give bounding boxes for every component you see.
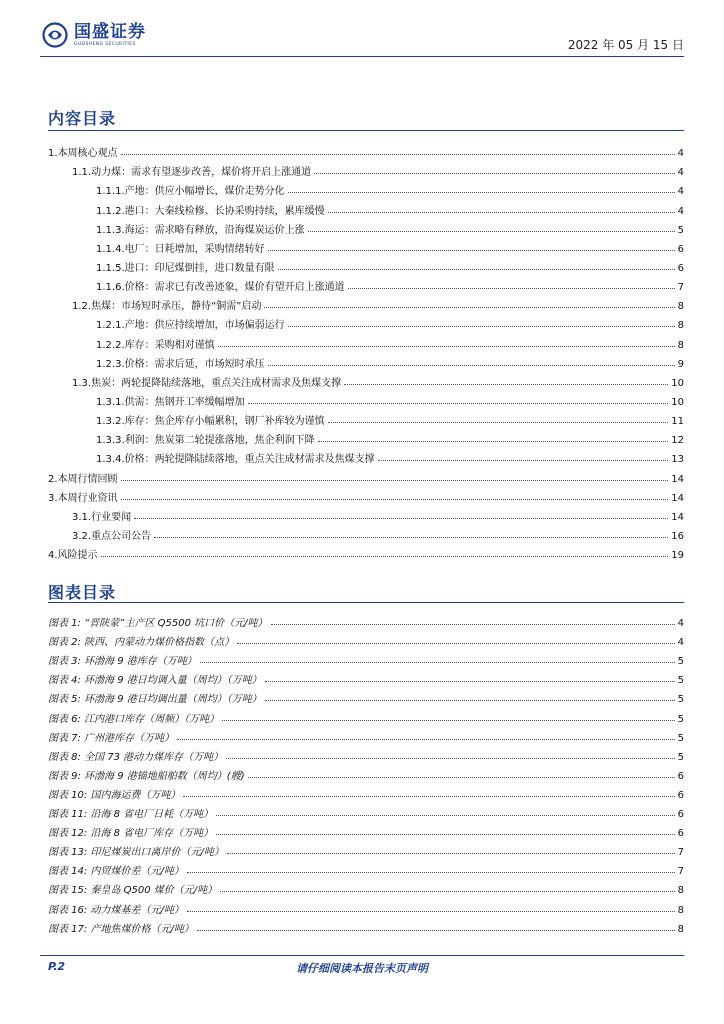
leader-dots	[101, 556, 669, 557]
leader-dots	[378, 460, 669, 461]
entry-title: 1.2.焦煤：市场短时承压，静待“铜需”启动	[72, 301, 262, 313]
entry-page-number: 4	[677, 637, 684, 649]
toc-entry[interactable]	[48, 465, 684, 484]
entry-title: 图表 16: 动力煤基差（元/吨）	[48, 904, 184, 916]
entry-page-number: 12	[671, 435, 684, 447]
page-header	[0, 0, 724, 60]
entry-page-number: 5	[677, 751, 684, 763]
figure-entry[interactable]	[48, 705, 684, 724]
entry-title: 1.1.4.电厂：日耗增加，采购情绪转好	[96, 243, 265, 255]
leader-dots	[328, 212, 675, 213]
figure-entry[interactable]	[48, 763, 684, 782]
entry-page-number: 5	[677, 694, 684, 706]
entry-page-number: 11	[671, 416, 684, 428]
entry-page-number: 6	[677, 789, 684, 801]
report-date: 2022 年 05 月 15 日	[567, 38, 684, 52]
leader-dots	[187, 872, 675, 873]
toc-entry[interactable]	[48, 523, 684, 542]
toc-entry[interactable]	[48, 408, 684, 427]
toc-entry[interactable]	[48, 217, 684, 236]
figure-entry[interactable]	[48, 629, 684, 648]
leader-dots	[222, 720, 675, 721]
leader-dots	[268, 250, 675, 251]
figures-title-divider	[48, 602, 684, 603]
figure-entry[interactable]	[48, 744, 684, 763]
figure-entry[interactable]	[48, 896, 684, 915]
entry-page-number: 10	[671, 377, 684, 389]
entry-title: 3.本周行业资讯	[48, 492, 118, 504]
toc-entry[interactable]	[48, 140, 684, 159]
leader-dots	[288, 326, 675, 327]
toc-entry[interactable]	[48, 197, 684, 216]
entry-title: 图表 9: 环渤海 9 港锚地船舶数（周均）(艘)	[48, 770, 245, 782]
entry-title: 3.2.重点公司公告	[72, 530, 152, 542]
toc-entry[interactable]	[48, 389, 684, 408]
leader-dots	[187, 911, 675, 912]
figure-entry[interactable]	[48, 782, 684, 801]
leader-dots	[226, 758, 674, 759]
toc-title-divider	[48, 130, 684, 131]
entry-title: 1.2.2.库存：采购相对谨慎	[96, 339, 215, 351]
toc-entry[interactable]	[48, 504, 684, 523]
entry-page-number: 5	[677, 732, 684, 744]
entry-title: 1.1.2.港口：大秦线检修、长协采购持续，累库缓慢	[96, 205, 325, 217]
figure-entry[interactable]	[48, 610, 684, 629]
figure-entry[interactable]	[48, 801, 684, 820]
list-of-figures	[48, 610, 684, 935]
toc-entry[interactable]	[48, 331, 684, 350]
entry-page-number: 5	[677, 713, 684, 725]
figure-entry[interactable]	[48, 725, 684, 744]
figure-entry[interactable]	[48, 820, 684, 839]
entry-title: 图表 5: 环渤海 9 港日均调出量（周均）（万吨）	[48, 694, 262, 706]
leader-dots	[183, 796, 674, 797]
entry-title: 3.1.行业要闻	[72, 511, 132, 523]
leader-dots	[121, 499, 669, 500]
leader-dots	[248, 403, 669, 404]
entry-title: 图表 15: 秦皇岛 Q500 煤价（元/吨）	[48, 885, 218, 897]
toc-entry[interactable]	[48, 274, 684, 293]
leader-dots	[288, 192, 675, 193]
entry-page-number: 8	[677, 904, 684, 916]
entry-title: 图表 3: 环渤海 9 港库存（万吨）	[48, 656, 197, 668]
entry-title: 1.3.4.价格：两轮提降陆续落地，重点关注成材需求及焦煤支撑	[96, 454, 375, 466]
entry-title: 图表 1: “晋陕蒙”主产区 Q5500 坑口价（元/吨）	[48, 618, 268, 630]
entry-title: 2.本周行情回顾	[48, 473, 118, 485]
entry-page-number: 8	[677, 923, 684, 935]
entry-title: 图表 6: 江内港口库存（周频）（万吨）	[48, 713, 220, 725]
entry-page-number: 4	[677, 618, 684, 630]
entry-page-number: 13	[671, 454, 684, 466]
toc-entry[interactable]	[48, 542, 684, 561]
entry-title: 1.3.1.供需：焦钢开工率缓幅增加	[96, 396, 245, 408]
entry-title: 1.3.2.库存：焦企库存小幅累积，钢厂补库较为谨慎	[96, 416, 325, 428]
toc-entry[interactable]	[48, 293, 684, 312]
entry-page-number: 5	[677, 224, 684, 236]
logo-english-name: GUOSHENG SECURITIES	[74, 42, 136, 47]
leader-dots	[227, 853, 675, 854]
entry-title: 图表 14: 内贸煤价差（元/吨）	[48, 866, 184, 878]
entry-page-number: 4	[677, 205, 684, 217]
leader-dots	[216, 834, 674, 835]
leader-dots	[248, 777, 675, 778]
toc-title: 内容目录	[48, 109, 117, 128]
toc-entry[interactable]	[48, 485, 684, 504]
leader-dots	[314, 173, 675, 174]
entry-page-number: 16	[671, 530, 684, 542]
entry-page-number: 9	[677, 358, 684, 370]
entry-page-number: 7	[677, 282, 684, 294]
entry-page-number: 8	[677, 339, 684, 351]
entry-page-number: 14	[671, 492, 684, 504]
entry-page-number: 5	[677, 675, 684, 687]
entry-page-number: 7	[677, 847, 684, 859]
entry-title: 图表 11: 沿海 8 省电厂日耗（万吨）	[48, 809, 214, 821]
page-number: P.2	[48, 960, 66, 973]
entry-page-number: 6	[677, 243, 684, 255]
table-of-contents	[48, 140, 684, 561]
entry-page-number: 14	[671, 511, 684, 523]
footer-disclaimer: 请仔细阅读本报告末页声明	[296, 962, 428, 975]
leader-dots	[218, 346, 675, 347]
leader-dots	[121, 480, 669, 481]
leader-dots	[177, 739, 675, 740]
entry-page-number: 5	[677, 656, 684, 668]
entry-title: 图表 17: 产地焦煤价格（元/吨）	[48, 923, 194, 935]
entry-page-number: 19	[671, 550, 684, 562]
figures-title: 图表目录	[48, 583, 117, 602]
entry-title: 1.3.3.利润：焦炭第二轮提涨落地，焦企利润下降	[96, 435, 315, 447]
entry-title: 图表 2: 陕西、内蒙动力煤价格指数（点）	[48, 637, 235, 649]
entry-title: 图表 13: 印尼煤炭出口离岸价（元/吨）	[48, 847, 224, 859]
toc-entry[interactable]	[48, 427, 684, 446]
entry-title: 图表 4: 环渤海 9 港日均调入量（周均）（万吨）	[48, 675, 262, 687]
entry-page-number: 14	[671, 473, 684, 485]
entry-page-number: 4	[677, 148, 684, 160]
leader-dots	[328, 422, 669, 423]
leader-dots	[278, 269, 675, 270]
company-logo	[42, 22, 146, 48]
entry-title: 1.2.1.产地：供应持续增加，市场偏弱运行	[96, 320, 285, 332]
entry-title: 1.2.3.价格：需求后延，市场短时承压	[96, 358, 265, 370]
entry-page-number: 10	[671, 396, 684, 408]
figure-entry[interactable]	[48, 877, 684, 896]
entry-title: 1.1.6.价格：需求已有改善迹象，煤价有望开启上涨通道	[96, 282, 345, 294]
figure-entry[interactable]	[48, 667, 684, 686]
leader-dots	[265, 700, 675, 701]
entry-title: 4.风险提示	[48, 550, 98, 562]
entry-title: 图表 8: 全国 73 港动力煤库存（万吨）	[48, 751, 224, 763]
toc-entry[interactable]	[48, 236, 684, 255]
leader-dots	[220, 891, 674, 892]
entry-page-number: 6	[677, 809, 684, 821]
entry-page-number: 6	[677, 770, 684, 782]
entry-title: 1.本周核心观点	[48, 148, 118, 160]
leader-dots	[216, 815, 674, 816]
toc-entry[interactable]	[48, 159, 684, 178]
toc-entry[interactable]	[48, 446, 684, 465]
entry-title: 1.1.3.海运：需求略有释放，沿海煤炭运价上涨	[96, 224, 305, 236]
figure-entry[interactable]	[48, 648, 684, 667]
guosheng-logo-icon	[42, 22, 68, 48]
figure-entry[interactable]	[48, 858, 684, 877]
leader-dots	[308, 231, 675, 232]
leader-dots	[318, 441, 669, 442]
entry-title: 1.1.5.进口：印尼煤倒挂，进口数量有限	[96, 262, 275, 274]
entry-page-number: 4	[677, 186, 684, 198]
leader-dots	[200, 662, 675, 663]
entry-title: 图表 7: 广州港库存（万吨）	[48, 732, 175, 744]
toc-entry[interactable]	[48, 255, 684, 274]
logo-chinese-name: 国盛证券	[74, 22, 146, 42]
figure-entry[interactable]	[48, 686, 684, 705]
entry-page-number: 4	[677, 167, 684, 179]
leader-dots	[271, 624, 675, 625]
leader-dots	[264, 307, 674, 308]
leader-dots	[344, 384, 668, 385]
entry-page-number: 7	[677, 866, 684, 878]
toc-entry[interactable]	[48, 312, 684, 331]
entry-page-number: 8	[677, 320, 684, 332]
leader-dots	[237, 643, 675, 644]
leader-dots	[348, 288, 675, 289]
leader-dots	[154, 537, 668, 538]
entry-title: 图表 12: 沿海 8 省电厂库存（万吨）	[48, 828, 214, 840]
entry-title: 1.1.1.产地：供应小幅增长，煤价走势分化	[96, 186, 285, 198]
leader-dots	[265, 681, 675, 682]
header-divider	[40, 56, 684, 57]
footer-divider	[40, 955, 684, 956]
entry-page-number: 6	[677, 828, 684, 840]
leader-dots	[197, 930, 675, 931]
toc-entry[interactable]	[48, 351, 684, 370]
entry-title: 图表 10: 国内海运费（万吨）	[48, 789, 181, 801]
toc-entry[interactable]	[48, 178, 684, 197]
figure-entry[interactable]	[48, 916, 684, 935]
leader-dots	[121, 154, 675, 155]
leader-dots	[134, 518, 668, 519]
entry-page-number: 8	[677, 885, 684, 897]
leader-dots	[268, 365, 675, 366]
entry-page-number: 8	[677, 301, 684, 313]
entry-title: 1.3.焦炭：两轮提降陆续落地，重点关注成材需求及焦煤支撑	[72, 377, 342, 389]
toc-entry[interactable]	[48, 370, 684, 389]
entry-title: 1.1.动力煤：需求有望逐步改善，煤价将开启上涨通道	[72, 167, 312, 179]
figure-entry[interactable]	[48, 839, 684, 858]
entry-page-number: 6	[677, 262, 684, 274]
